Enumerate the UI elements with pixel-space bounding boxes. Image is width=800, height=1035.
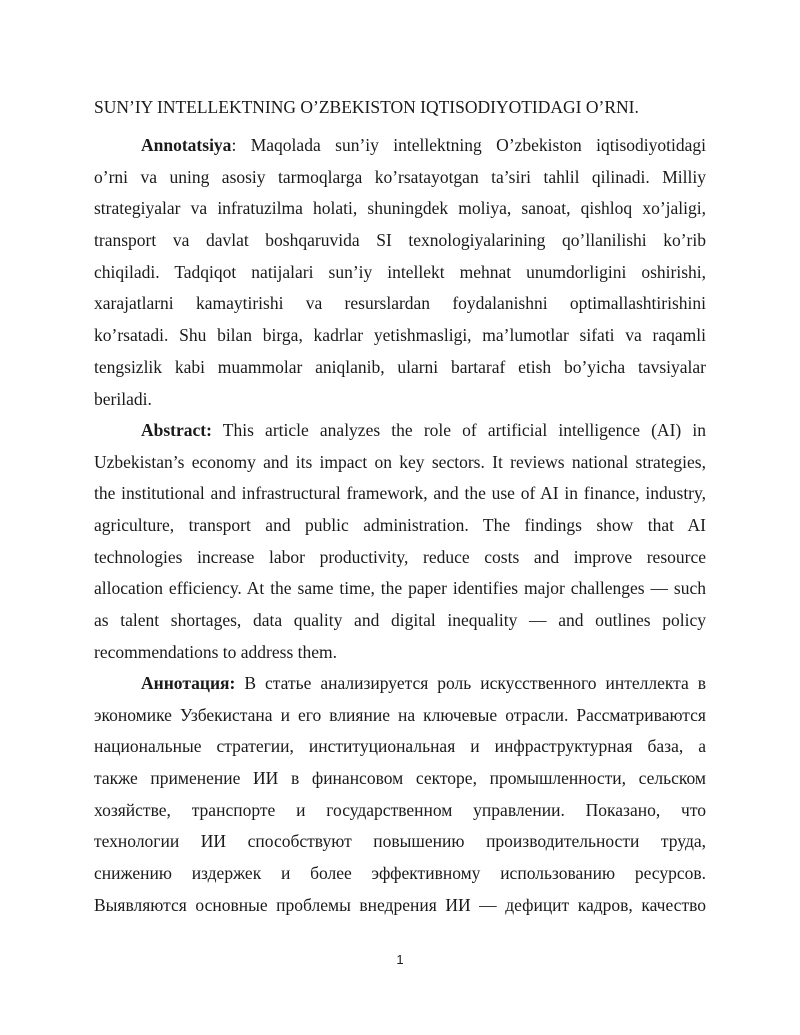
paragraph-line: также применение ИИ в финансовом секторе, промышленности, сельском bbox=[94, 768, 706, 789]
paragraph-line: allocation efficiency. At the same time, the paper identifies major challenges — such bbox=[94, 578, 706, 599]
paragraph-line: снижению издержек и более эффективному использованию ресурсов. bbox=[94, 863, 706, 884]
paragraph-line: технологии ИИ способствуют повышению производительности труда, bbox=[94, 831, 706, 852]
paragraph-heading: Abstract: bbox=[141, 420, 212, 440]
annotation-ru bbox=[94, 668, 706, 922]
paragraph-line: Uzbekistan’s economy and its impact on key sectors. It reviews national strategies, bbox=[94, 451, 706, 472]
paragraph-line: chiqiladi. Tadqiqot natijalari sun’iy intellekt mehnat unumdorligini oshirishi, bbox=[94, 261, 706, 282]
paragraph-line: the institutional and infrastructural framework, and the use of AI in finance, industry, bbox=[94, 483, 706, 504]
heading-suffix: : bbox=[231, 135, 237, 155]
line-text: This article analyzes the role of artificial intelligence (AI) in bbox=[211, 420, 706, 440]
paragraph-line: xarajatlarni kamaytirishi va resurslardan foydalanishni optimallashtirishini bbox=[94, 293, 706, 314]
paragraph-line: экономике Узбекистана и его влияние на ключевые отрасли. Рассматриваются bbox=[94, 704, 706, 725]
paragraph-line bbox=[94, 415, 706, 447]
line-text: Maqolada sun’iy intellektning O’zbekiston iqtisodiyotidagi bbox=[236, 135, 706, 155]
paragraph-line: o’rni va uning asosiy tarmoqlarga ko’rsatayotgan ta’siri tahlil qilinadi. Milliy bbox=[94, 166, 706, 187]
paragraph-line: recommendations to address them. bbox=[94, 641, 337, 662]
paragraph-line: beriladi. bbox=[94, 388, 152, 409]
line-text: В статье анализируется роль искусственного интеллекта в bbox=[235, 673, 706, 693]
document-title: SUN’IY INTELLEKTNING O’ZBEKISTON IQTISODIYOTIDAGI O’RNI. bbox=[94, 97, 639, 117]
paragraph-line: национальные стратегии, институциональная и инфраструктурная база, а bbox=[94, 736, 706, 757]
page-number: 1 bbox=[396, 952, 404, 967]
paragraph-line: transport va davlat boshqaruvida SI texnologiyalarining qo’llanilishi ko’rib bbox=[94, 230, 706, 251]
paragraph-line: strategiyalar va infratuzilma holati, shuningdek moliya, sanoat, qishloq xo’jaligi, bbox=[94, 198, 706, 219]
paragraph-heading: Аннотация: bbox=[141, 673, 236, 693]
paragraph-line: tengsizlik kabi muammolar aniqlanib, ularni bartaraf etish bo’yicha tavsiyalar bbox=[94, 356, 706, 377]
paragraph-line: Выявляются основные проблемы внедрения ИИ — дефицит кадров, качество bbox=[94, 894, 706, 915]
paragraph-line: хозяйстве, транспорте и государственном управлении. Показано, что bbox=[94, 799, 706, 820]
paragraph-line bbox=[94, 668, 706, 700]
paragraph-line bbox=[94, 130, 706, 162]
paragraph-line: ko’rsatadi. Shu bilan birga, kadrlar yetishmasligi, ma’lumotlar sifati va raqamli bbox=[94, 325, 706, 346]
paragraph-heading: Annotatsiya bbox=[141, 135, 232, 155]
annotation-uz bbox=[94, 130, 706, 415]
abstract-en bbox=[94, 415, 706, 669]
paragraph-line: technologies increase labor productivity, reduce costs and improve resource bbox=[94, 546, 706, 567]
paragraph-line: as talent shortages, data quality and digital inequality — and outlines policy bbox=[94, 610, 706, 631]
paragraph-line: agriculture, transport and public administration. The findings show that AI bbox=[94, 515, 706, 536]
